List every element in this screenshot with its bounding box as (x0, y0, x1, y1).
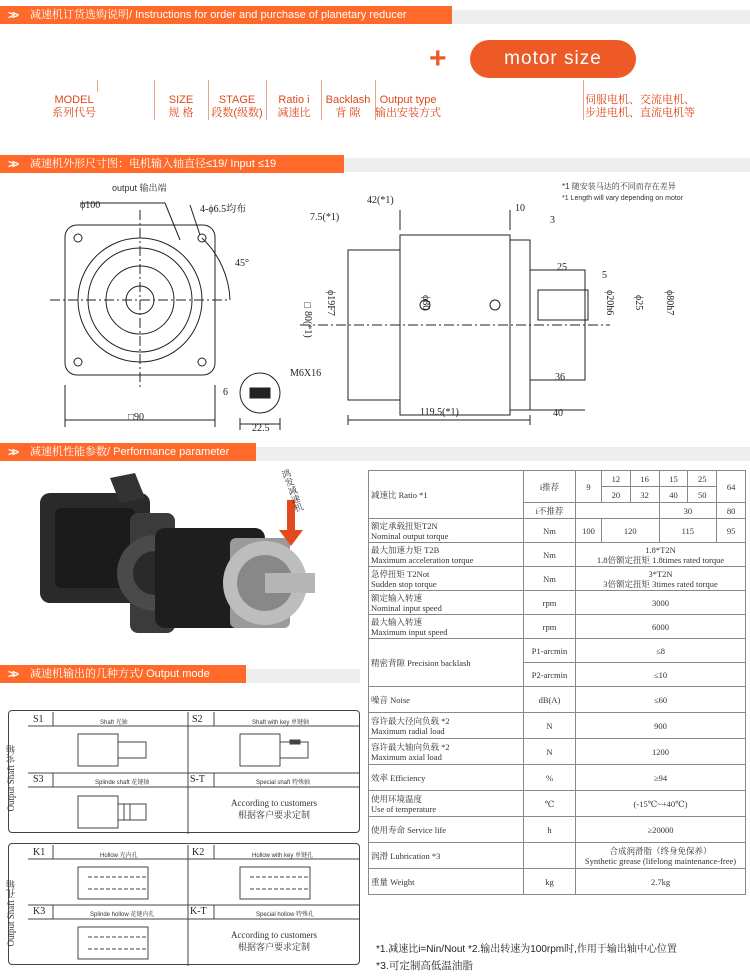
row-value: 2.7kg (576, 869, 746, 895)
row-value: ≤10 (576, 663, 746, 687)
section-title-text: 减速机输出的几种方式/ Output mode (30, 668, 210, 680)
drawing-note-cn: *1 随安装马达的不同而存在差异 (562, 182, 676, 191)
dim-d40: 40 (553, 408, 563, 419)
chevron-icon: >> (8, 445, 17, 459)
code-k2: K2 (192, 847, 205, 858)
ratio-cell: 9 (576, 471, 602, 503)
dim-sq80: □80(*1) (302, 300, 313, 338)
row-value: ≤60 (576, 687, 746, 713)
section-title-text: 减速机订货选购说明/ Instructions for order and purchase of planetary reducer (30, 9, 407, 21)
dim-d3: 3 (550, 215, 555, 226)
ratio-cell: 16 (630, 471, 659, 487)
desc-st: Special shaft 特殊轴 (256, 780, 311, 786)
row-value: 合成润滑脂（终身免保养） Synthetic grease (lifelong maintenance-free) (576, 843, 746, 869)
row-unit: kg (524, 869, 576, 895)
dim-d80h7: ϕ80h7 (664, 290, 675, 316)
motor-size-pill: motor size (470, 40, 636, 78)
label-motor-types: 伺服电机、交流电机、 步进电机、直流电机等 (585, 94, 695, 119)
desc-k2: Hollow with key 单键孔 (252, 853, 314, 859)
row-unit: rpm (524, 591, 576, 615)
row-label: 重量 Weight (369, 869, 524, 895)
code-output: S2 (346, 49, 371, 69)
desc-s1: Shaft 光轴 (100, 720, 128, 726)
dim-d20h6: ϕ20h6 (604, 290, 615, 316)
ratio-cell: 64 (717, 471, 746, 503)
code-dash: - (322, 49, 329, 69)
row-label: 噪音 Noise (369, 687, 524, 713)
dim-d36: 36 (555, 372, 565, 383)
desc-s3: Splinde shaft 花键轴 (95, 780, 150, 786)
dim-holes: 4-ϕ6.5均布 (200, 204, 247, 215)
chevron-icon: >> (8, 667, 17, 681)
row-value: 900 (576, 713, 746, 739)
chevron-icon: >> (8, 8, 17, 22)
desc-k3: Splinde hollow 花键内孔 (90, 912, 155, 918)
code-stage: L2 (170, 49, 193, 69)
connector-line (583, 80, 584, 120)
dim-d25b: ϕ25 (633, 295, 644, 311)
row-label: 使用环境温度 Use of temperature (369, 791, 524, 817)
dim-d197: ϕ19F7 (325, 290, 336, 316)
ratio-cell: 30 (659, 503, 717, 519)
output-hollow-label: Output Shaft 孔轴 (6, 880, 16, 947)
row-value: 1200 (576, 739, 746, 765)
footnote-2: *3.可定制高低温油脂 (376, 960, 473, 972)
ratio-cell: 15 (659, 471, 688, 487)
row-label: 额定输入转速 Nominal input speed (369, 591, 524, 615)
row-value: 120 (602, 519, 660, 543)
desc-kt: Special hollow 特殊孔 (256, 912, 315, 918)
code-st: S-T (190, 774, 205, 785)
dim-d225: 22.5 (252, 423, 270, 434)
row-label: 精密背隙 Precision backlash (369, 639, 524, 687)
row-unit: dB(A) (524, 687, 576, 713)
ratio-unit: i不推荐 (524, 503, 576, 519)
dim-d5: 5 (602, 270, 607, 281)
section-title-performance (0, 443, 256, 461)
section-title-output-mode (0, 665, 246, 683)
row-unit: N (524, 713, 576, 739)
row-unit: P2-arcmin (524, 663, 576, 687)
ratio-cell: 25 (688, 471, 717, 487)
code-s3: S3 (33, 774, 44, 785)
row-label: 最大输入转速 Maximum input speed (369, 615, 524, 639)
label-ratio: Ratio i 减速比 (277, 94, 311, 119)
row-value: ≥20000 (576, 817, 746, 843)
dim-d80: ϕ80 (420, 295, 431, 311)
row-unit: Nm (524, 519, 576, 543)
row-value: 100 (576, 519, 602, 543)
output-shaft-label: Output Shaft 实轴 (6, 745, 16, 812)
dim-six: 6 (223, 387, 228, 398)
dim-d100: ϕ100 (80, 200, 101, 211)
desc-s2: Shaft with key 单键轴 (252, 720, 310, 726)
dim-d10: 10 (515, 203, 525, 214)
code-dash: - (205, 49, 212, 69)
custom-note-shaft: According to customers 根据客户要求定制 (231, 798, 317, 820)
row-value: 3000 (576, 591, 746, 615)
dim-m6: M6X16 (290, 368, 322, 379)
desc-k1: Hollow 光内孔 (100, 853, 138, 859)
row-unit: % (524, 765, 576, 791)
connector-line (97, 80, 98, 92)
dim-d1195: 119.5(*1) (420, 407, 459, 418)
section-title-order (0, 6, 452, 24)
ratio-label: 减速比 Ratio *1 (369, 471, 524, 519)
row-unit: h (524, 817, 576, 843)
ratio-cell: 50 (688, 487, 717, 503)
row-unit: rpm (524, 615, 576, 639)
row-unit: Nm (524, 543, 576, 567)
dim-sq90: □90 (128, 412, 145, 423)
dim-angle: 45° (235, 258, 249, 269)
performance-table (368, 470, 746, 895)
dim-d75: 7.5(*1) (310, 212, 340, 223)
ratio-unit: i推荐 (524, 471, 576, 503)
row-label: 润滑 Lubrication *3 (369, 843, 524, 869)
label-backlash: Backlash 背 隙 (325, 94, 371, 119)
row-value: ≤8 (576, 639, 746, 663)
row-label: 使用寿命 Service life (369, 817, 524, 843)
label-model: MODEL 系列代号 (52, 94, 96, 119)
ratio-cell: 40 (659, 487, 688, 503)
row-label: 效率 Efficiency (369, 765, 524, 791)
row-label: 容许最大径向负载 *2 Maximum radial load (369, 713, 524, 739)
code-k1: K1 (33, 847, 46, 858)
row-label: 最大加速力矩 T2B Maximum acceleration torque (369, 543, 524, 567)
row-unit (524, 843, 576, 869)
dim-d42: 42(*1) (367, 195, 394, 206)
code-backlash: P2 (286, 49, 311, 69)
code-model: PF 080 (80, 49, 145, 69)
dim-d25: 25 (557, 262, 567, 273)
output-label: output 输出端 (112, 183, 167, 193)
row-value: 115 (659, 519, 717, 543)
section-title-dimensions (0, 155, 344, 173)
row-label: 额定承载扭矩T2N Nominal output torque (369, 519, 524, 543)
code-dash: - (264, 49, 271, 69)
row-label: 容许最大轴向负载 *2 Maximum axial load (369, 739, 524, 765)
code-s1: S1 (33, 714, 44, 725)
code-s2: S2 (192, 714, 203, 725)
drawing-note-en: *1 Length will vary depending on motor (562, 195, 684, 202)
code-kt: K-T (190, 906, 207, 917)
section-title-text: 减速机外形尺寸图：电机输入轴直径≤19/ Input ≤19 (30, 158, 277, 170)
ratio-cell: 32 (630, 487, 659, 503)
row-label: 急停扭矩 T2Not Sudden stop torque (369, 567, 524, 591)
ratio-cell: 20 (602, 487, 631, 503)
section-title-text: 减速机性能参数/ Performance parameter (30, 446, 230, 458)
product-tag: 鸿发减速机 (279, 467, 305, 514)
row-value: 6000 (576, 615, 746, 639)
row-unit: N (524, 739, 576, 765)
footnote-1: *1.减速比i=Nin/Nout *2.输出转速为100rpm时,作用于输出轴中心位置 (376, 944, 677, 955)
row-value: 95 (717, 519, 746, 543)
label-stage: STAGE 段数(级数) (211, 94, 263, 119)
row-value: (-15℃~+40℃) (576, 791, 746, 817)
code-k3: K3 (33, 906, 46, 917)
row-unit: P1-arcmin (524, 639, 576, 663)
label-output-type: Output type 输出安装方式 (375, 94, 441, 119)
custom-note-hollow: According to customers 根据客户要求定制 (231, 930, 317, 952)
ratio-cell: 80 (717, 503, 746, 519)
side-view-drawing (300, 200, 720, 430)
label-size: SIZE 规 格 (168, 94, 194, 119)
code-ratio: 25 (228, 49, 251, 69)
row-unit: ℃ (524, 791, 576, 817)
chevron-icon: >> (8, 157, 17, 171)
row-unit: Nm (524, 567, 576, 591)
row-value: 1.8*T2N 1.8倍额定扭矩 1.8times rated torque (576, 543, 746, 567)
ratio-cell: 12 (602, 471, 631, 487)
plus-sign: + (429, 42, 447, 75)
row-value: 3*T2N 3倍额定扭矩 3times rated torque (576, 567, 746, 591)
row-value: ≥94 (576, 765, 746, 791)
